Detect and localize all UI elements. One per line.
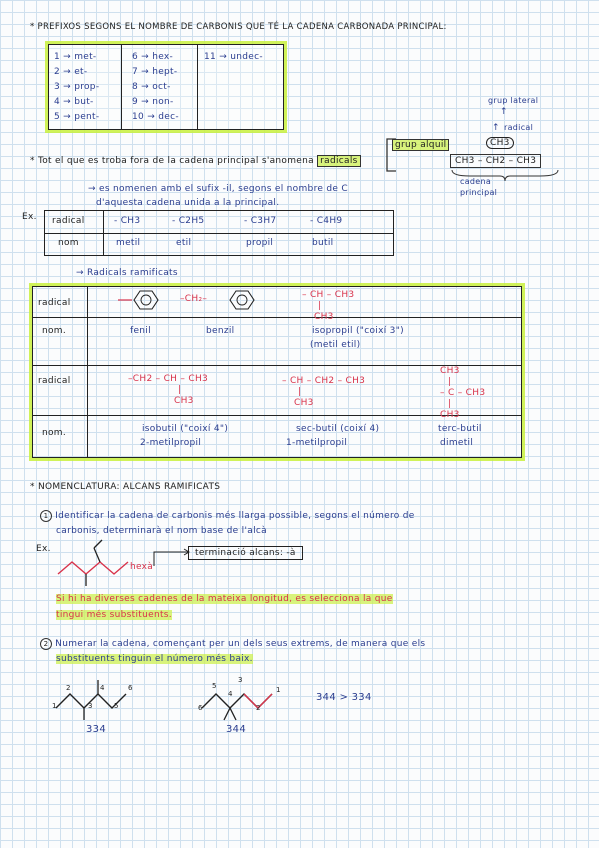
step2-text-2-inner: substituents tinguin el número més baix.: [56, 654, 253, 664]
prefix-7: 7 → hept-: [132, 67, 178, 77]
grup-lateral-label: grup lateral: [488, 96, 539, 105]
prefix-1: 1 → met-: [54, 52, 97, 62]
right-num-4: 4: [228, 690, 233, 698]
isopropyl-name-extra: (metil etil): [310, 340, 361, 350]
left-num-1: 1: [52, 702, 57, 710]
prefix-6: 6 → hex-: [132, 52, 174, 62]
tertbutyl-name-2: dimetil: [440, 438, 474, 448]
alkyl-subnote-2: d'aquesta cadena unida a la principal.: [96, 198, 280, 208]
right-num-5: 5: [212, 682, 217, 690]
complex-row-label-2: nom.: [42, 326, 67, 336]
complex-row-label-3: radical: [38, 376, 71, 386]
bracket-icon: [384, 138, 398, 172]
alkyl-name-2: etil: [176, 238, 192, 248]
secbutyl-name-2: 1-metilpropil: [286, 438, 348, 448]
step2-number: 2: [40, 638, 52, 650]
grup-alquil-label: grup alquil: [392, 139, 449, 151]
isobutyl-name: isobutil ("coixí 4"): [142, 424, 229, 434]
complex-heading: → Radicals ramificats: [76, 268, 178, 278]
prefix-2: 2 → et-: [54, 67, 88, 77]
arrow-up-icon: ↑: [492, 123, 500, 133]
left-num-2: 2: [66, 684, 71, 692]
arrow-icon: [152, 548, 192, 568]
step2: [40, 638, 425, 650]
left-locants: 334: [86, 724, 106, 735]
tertbutyl-formula: CH3 | – C – CH3 | CH3: [440, 366, 486, 420]
step1-number: 1: [40, 510, 52, 522]
right-chain-structure: [196, 676, 296, 726]
benzyl-name: benzil: [206, 326, 235, 336]
complex-row-label-4: nom.: [42, 428, 67, 438]
step1-note-1-text: Si hi ha diverses cadenes de la mateixa longitud, es selecciona la que: [56, 594, 393, 604]
prefix-10: 10 → dec-: [132, 112, 179, 122]
prefix-8: 8 → oct-: [132, 82, 171, 92]
alkyl-formula-1: - CH3: [114, 216, 141, 226]
left-num-6: 6: [128, 684, 133, 692]
prefix-3: 3 → prop-: [54, 82, 100, 92]
step1-note-2-text: tingui més substituents.: [56, 610, 172, 620]
left-num-4: 4: [100, 684, 105, 692]
alkyl-formula-4: - C4H9: [310, 216, 343, 226]
right-locants: 344: [226, 724, 246, 735]
prefix-9: 9 → non-: [132, 97, 174, 107]
alkyl-name-1: metil: [116, 238, 141, 248]
alkyl-example-label: Ex.: [22, 212, 37, 222]
alkyl-note: [30, 156, 361, 166]
right-num-6: 6: [198, 704, 203, 712]
prefix-5: 5 → pent-: [54, 112, 100, 122]
right-num-3: 3: [238, 676, 243, 684]
struct-chain: CH3 – CH2 – CH3: [450, 154, 541, 168]
isobutyl-formula: –CH2 – CH – CH3 | CH3: [128, 374, 209, 406]
prefix-11: 11 → undec-: [204, 52, 263, 62]
hexa-label: hexà: [130, 562, 154, 572]
isopropyl-name: isopropil ("coixí 3"): [312, 326, 404, 336]
step1: [40, 510, 415, 522]
step1-example-label: Ex.: [36, 544, 51, 554]
alkyl-subnote-1: → es nomenen amb el sufix -il, segons el nombre de C: [88, 184, 348, 194]
cadena-principal-label: cadena principal: [460, 177, 498, 197]
secbutyl-formula: – CH – CH2 – CH3 | CH3: [282, 376, 366, 408]
step1-note-1: [56, 594, 393, 604]
right-num-1: 1: [276, 686, 281, 694]
radicals-highlight: radicals: [317, 155, 360, 167]
alkyl-formula-2: - C2H5: [172, 216, 205, 226]
step2-text-2: [56, 654, 253, 664]
benzyl-structure: [226, 288, 260, 312]
benzyl-ch2: –CH₂–: [180, 294, 208, 304]
complex-row-label-1: radical: [38, 298, 71, 308]
alkyl-name-3: propil: [246, 238, 274, 248]
nomenclature-heading: * NOMENCLATURA: ALCANS RAMIFICATS: [30, 482, 221, 492]
step2-text-1: Numerar la cadena, començant per un dels seus extrems, de manera que els: [55, 639, 426, 649]
alkyl-row-header-nom: nom: [58, 238, 79, 248]
isopropyl-formula: – CH – CH3 | CH3: [302, 290, 355, 322]
step1-note-2: [56, 610, 172, 620]
locant-comparison: 344 > 334: [316, 692, 372, 703]
step1-text-2: carbonis, determinarà el nom base de l'alcà: [56, 526, 267, 536]
alkyl-note-text: * Tot el que es troba fora de la cadena principal s'anomena: [30, 156, 314, 166]
struct-top: CH3: [486, 137, 514, 149]
prefix-4: 4 → but-: [54, 97, 94, 107]
alkyl-name-4: butil: [312, 238, 334, 248]
arrow-up-icon: ↑: [500, 107, 508, 117]
right-num-2: 2: [256, 704, 261, 712]
alkyl-row-header-radical: radical: [52, 216, 85, 226]
secbutyl-name: sec-butil (coixí 4): [296, 424, 380, 434]
phenyl-name: fenil: [130, 326, 151, 336]
alkyl-formula-3: - C3H7: [244, 216, 277, 226]
isobutyl-name-2: 2-metilpropil: [140, 438, 202, 448]
phenyl-structure: [116, 288, 166, 312]
terminacio-label: terminació alcans: -à: [188, 546, 303, 560]
radical-label: radical: [504, 123, 534, 132]
left-num-3: 3: [88, 702, 93, 710]
step1-text-1: Identificar la cadena de carbonis més llarga possible, segons el número de: [55, 511, 415, 521]
left-num-5: 5: [114, 702, 119, 710]
prefix-heading: * PREFIXOS SEGONS EL NOMBRE DE CARBONIS QUE TÉ LA CADENA CARBONADA PRINCIPAL:: [30, 22, 447, 32]
tertbutyl-name: terc-butil: [438, 424, 482, 434]
